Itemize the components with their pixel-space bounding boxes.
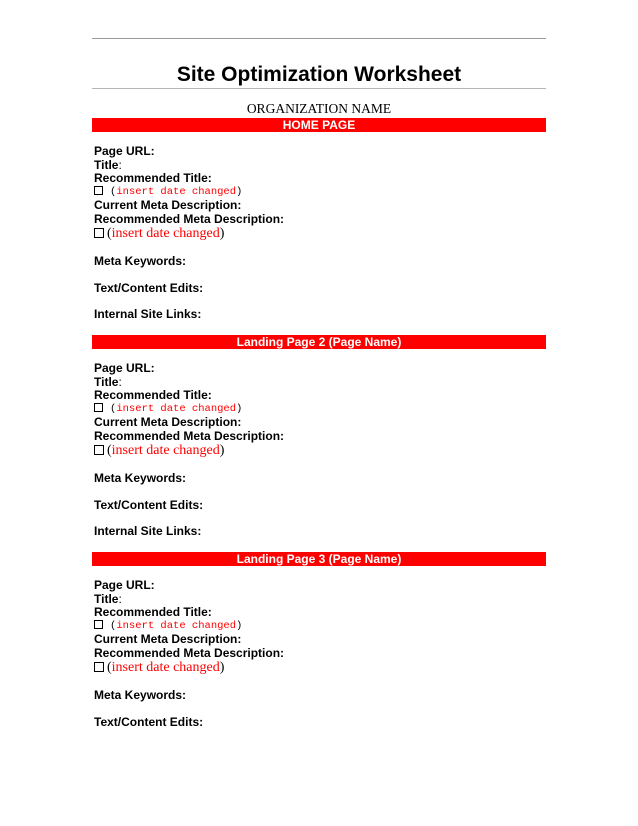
title-field (94, 593, 544, 607)
checkbox[interactable] (94, 620, 103, 629)
text-content-edits-label: Text/Content Edits: (94, 497, 204, 512)
section-header-landing-page-3: Landing Page 3 (Page Name) (92, 552, 546, 566)
meta-keywords-label: Meta Keywords: (94, 471, 187, 485)
recommended-meta-description-label: Recommended Meta Description: (94, 428, 285, 443)
section-home-page (94, 145, 544, 322)
page-url-label: Page URL: (94, 144, 155, 158)
title-underline (92, 88, 546, 89)
recommended-title-label: Recommended Title: (94, 605, 212, 619)
checkbox[interactable] (94, 445, 104, 455)
page-url-label: Page URL: (94, 578, 155, 592)
insert-date-changed-text: insert date changed (111, 226, 220, 241)
recommended-title-label: Recommended Title: (94, 171, 212, 185)
internal-site-links-label: Internal Site Links: (94, 524, 202, 538)
organization-name: ORGANIZATION NAME (246, 101, 392, 116)
title-field (94, 159, 544, 173)
recommended-meta-description-label: Recommended Meta Description: (94, 211, 285, 226)
current-meta-description-label: Current Meta Description: (94, 632, 242, 646)
section-header-landing-page-2: Landing Page 2 (Page Name) (92, 335, 546, 349)
insert-date-changed-text: insert date changed (111, 660, 220, 675)
title-label: Title (94, 591, 119, 606)
top-rule (92, 38, 546, 39)
title-label: Title (94, 157, 119, 172)
title-colon: : (118, 591, 122, 606)
checkbox[interactable] (94, 186, 103, 195)
text-content-edits-label: Text/Content Edits: (94, 280, 204, 295)
checkbox[interactable] (94, 662, 104, 672)
title-date-changed-row: (insert date changed) (94, 403, 544, 417)
recommended-title-label: Recommended Title: (94, 388, 212, 402)
current-meta-description-label: Current Meta Description: (94, 415, 242, 429)
page-url-label: Page URL: (94, 361, 155, 375)
title-date-changed-row: (insert date changed) (94, 186, 544, 200)
meta-keywords-label: Meta Keywords: (94, 688, 187, 702)
checkbox[interactable] (94, 403, 103, 412)
insert-date-changed-text: insert date changed (116, 402, 237, 415)
section-landing-page-2 (94, 362, 544, 539)
meta-date-changed-row: (insert date changed) (94, 226, 544, 242)
title-colon: : (118, 374, 122, 389)
current-meta-description-label: Current Meta Description: (94, 198, 242, 212)
meta-date-changed-row: (insert date changed) (94, 660, 544, 676)
section-header-home-page: HOME PAGE (92, 118, 546, 132)
checkbox[interactable] (94, 228, 104, 238)
title-colon: : (118, 157, 122, 172)
meta-date-changed-row: (insert date changed) (94, 443, 544, 459)
meta-keywords-label: Meta Keywords: (94, 254, 187, 268)
insert-date-changed-text: insert date changed (116, 185, 237, 198)
section-landing-page-3 (94, 579, 544, 729)
insert-date-changed-text: insert date changed (116, 619, 237, 632)
title-field (94, 376, 544, 390)
document-title: Site Optimization Worksheet (176, 63, 462, 86)
text-content-edits-label: Text/Content Edits: (94, 714, 204, 729)
insert-date-changed-text: insert date changed (111, 443, 220, 458)
title-date-changed-row: (insert date changed) (94, 620, 544, 634)
title-label: Title (94, 374, 119, 389)
recommended-meta-description-label: Recommended Meta Description: (94, 645, 285, 660)
internal-site-links-label: Internal Site Links: (94, 307, 202, 321)
